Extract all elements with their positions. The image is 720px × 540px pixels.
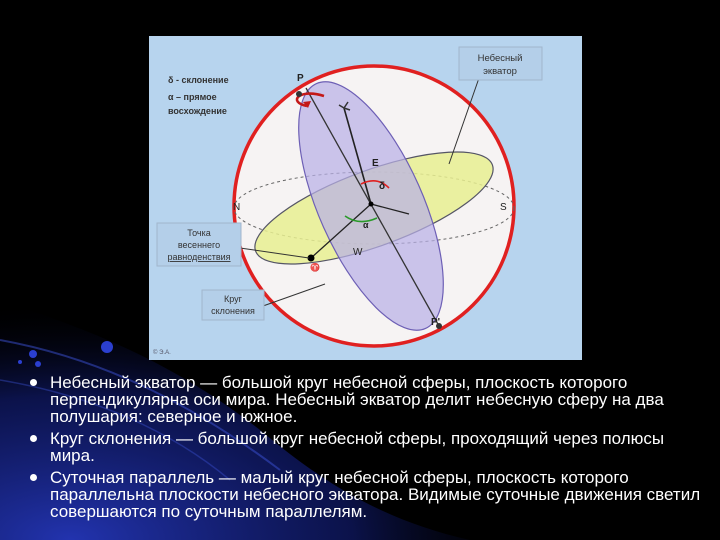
vernal-callout-line3: равноденствия: [167, 252, 231, 262]
vernal-callout-line2: весеннего: [177, 240, 221, 250]
decorative-dot: [35, 361, 41, 367]
celestial-sphere-figure: [149, 36, 582, 360]
label-alpha: α: [363, 220, 369, 230]
decorative-dot: [29, 350, 37, 358]
bullet-item: [30, 469, 710, 520]
label-e: E: [372, 158, 379, 169]
label-p-prime: P': [431, 317, 441, 328]
label-delta: δ: [379, 181, 386, 192]
bullet-list: [30, 374, 710, 525]
label-n: N: [233, 202, 241, 213]
bullet-item: [30, 374, 710, 425]
vernal-callout-line1: Точка: [187, 228, 211, 238]
bullet-dot-icon: [30, 379, 37, 386]
bullet-dot-icon: [30, 435, 37, 442]
legend-delta: δ - склонение: [168, 75, 229, 85]
figure-credit: © Э.А.: [153, 350, 171, 356]
decorative-dot: [101, 341, 113, 353]
label-w: W: [353, 247, 363, 258]
legend-alpha-line1: α – прямое: [168, 92, 217, 102]
decorative-dot: [18, 360, 22, 364]
label-p: P: [297, 73, 304, 84]
label-aries: ♈: [310, 263, 320, 272]
circle-callout-line2: склонения: [211, 306, 255, 316]
bullet-dot-icon: [30, 474, 37, 481]
circle-callout-line1: Круг: [224, 294, 242, 304]
label-s: S: [500, 202, 507, 213]
bullet-text: Круг склонения — большой круг небесной сферы, проходящий через полюсы мира.: [50, 429, 665, 465]
bullet-text: Суточная параллель — малый круг небесной сферы, плоскость которого параллельна плоскости небесного экватора. Видимые суточные движения светил совершаются по суточным параллелям.: [50, 468, 701, 521]
legend-alpha-line2: восхождение: [168, 106, 227, 116]
equator-callout-line1: Небесный: [477, 53, 523, 64]
equator-callout-line2: экватор: [483, 66, 517, 77]
bullet-text: Небесный экватор — большой круг небесной сферы, плоскость которого перпендикулярна оси мира. Небесный экватор делит небесную сферу на два полушария: северное и южное.: [50, 373, 664, 426]
bullet-item: [30, 430, 710, 464]
